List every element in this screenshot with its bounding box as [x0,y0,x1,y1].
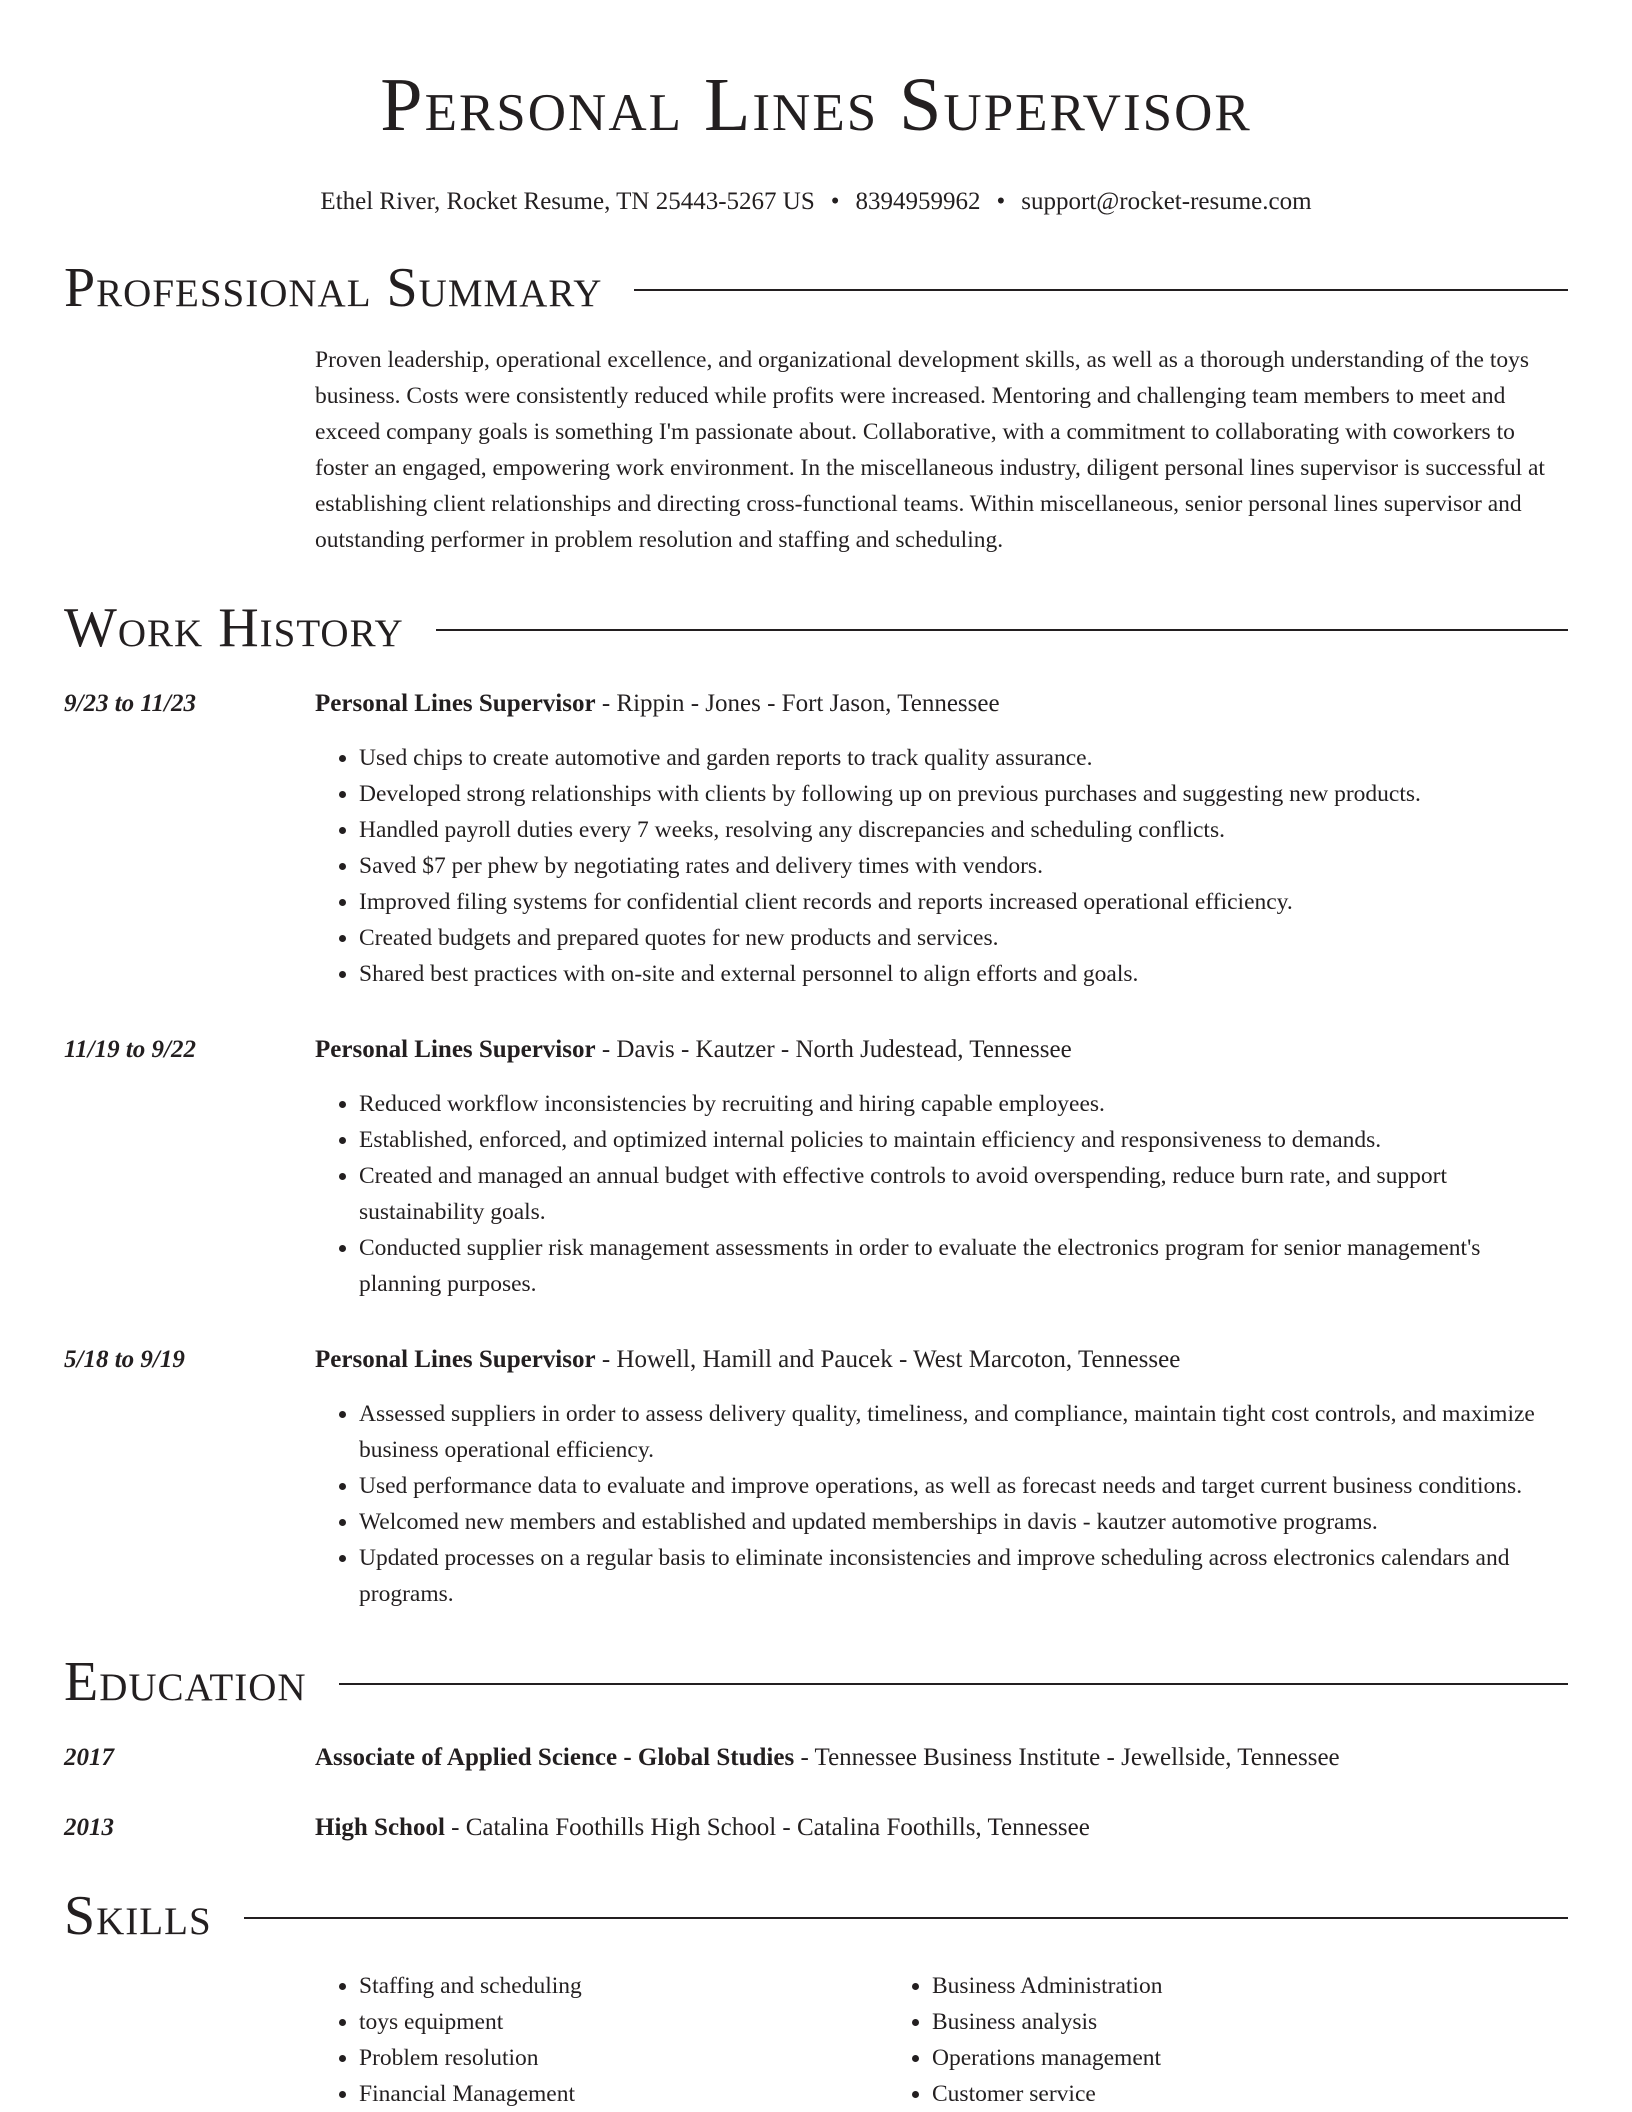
job-bullet: • Established, enforced, and optimized internal policies to maintain efficiency and responsiveness to demands. [359,1122,1568,1158]
skills-heading: Skills [64,1885,212,1947]
education-year: 2013 [64,1814,114,1841]
job-role: Personal Lines Supervisor [315,1346,596,1373]
section-divider [634,289,1568,291]
job-bullets [315,1396,1568,1612]
job-details: - Davis - Kautzer - North Judestead, Tennessee [595,1036,1072,1063]
job-bullet: • Created budgets and prepared quotes for new products and services. [359,920,1568,956]
work-heading: Work History [64,597,404,659]
job-dates: 9/23 to 11/23 [64,690,196,717]
skill-item: • Staffing and scheduling [359,1968,888,2004]
job-dates: 11/19 to 9/22 [64,1036,196,1063]
education-details: - Tennessee Business Institute - Jewellside, Tennessee [794,1744,1340,1771]
section-divider [339,1683,1568,1685]
contact-phone: 8394959962 [855,188,981,215]
job-bullet: • Reduced workflow inconsistencies by recruiting and hiring capable employees. [359,1086,1568,1122]
work-section-header [64,596,1568,660]
skill-item: • Customer service [932,2076,1461,2112]
job-bullet: • Conducted supplier risk management assessments in order to evaluate the electronics program for senior management's planning purposes. [359,1230,1568,1302]
skills-column-right [888,1968,1461,2112]
summary-text: Proven leadership, operational excellence, and organizational development skills, as well as a thorough understanding of the toys business. Costs were consistently reduced while profits were increased. Mentoring and challenging team members to meet and exceed company goals is something I'm passionate about. Collaborative, with a commitment to collaborating with coworkers to foster an engaged, empowering work environment. In the miscellaneous industry, diligent personal lines supervisor is successful at establishing client relationships and directing cross-functional teams. Within miscellaneous, senior personal lines supervisor and outstanding performer in problem resolution and staffing and scheduling. [315,347,1545,553]
job-role: Personal Lines Supervisor [315,1036,596,1063]
education-degree: Associate of Applied Science - Global Studies [315,1744,795,1771]
job-bullets [315,1086,1568,1302]
job-details: - Howell, Hamill and Paucek - West Marcoton, Tennessee [595,1346,1181,1373]
job-entry [64,1342,1568,1612]
summary-section-header [64,256,1568,320]
education-heading-line [315,1810,1568,1846]
summary-heading: Professional Summary [64,257,603,319]
education-entry [64,1740,1568,1776]
skill-item: • Business Administration [932,1968,1461,2004]
education-year: 2017 [64,1744,114,1771]
job-body [315,1032,1568,1302]
education-body [315,1740,1568,1776]
skill-item: • toys equipment [359,2004,888,2040]
job-details: - Rippin - Jones - Fort Jason, Tennessee [595,690,1000,717]
job-bullet: • Assessed suppliers in order to assess delivery quality, timeliness, and compliance, maintain tight cost controls, and maximize business operational efficiency. [359,1396,1568,1468]
skill-item: • Financial Management [359,2076,888,2112]
job-bullet: • Updated processes on a regular basis to eliminate inconsistencies and improve scheduling across electronics calendars and programs. [359,1540,1568,1612]
education-heading-line [315,1740,1568,1776]
skills-section-header [64,1884,1568,1948]
job-heading [315,1342,1568,1378]
skill-item: • Operations management [932,2040,1461,2076]
education-degree: High School [315,1814,445,1841]
job-bullet: • Used chips to create automotive and garden reports to track quality assurance. [359,740,1568,776]
contact-line [64,186,1568,218]
skill-item: • Problem resolution [359,2040,888,2076]
job-bullet: • Created and managed an annual budget with effective controls to avoid overspending, reduce burn rate, and support sustainability goals. [359,1158,1568,1230]
job-bullet: • Handled payroll duties every 7 weeks, resolving any discrepancies and scheduling conflicts. [359,812,1568,848]
job-bullet: • Used performance data to evaluate and improve operations, as well as forecast needs and target current business conditions. [359,1468,1568,1504]
job-dates: 5/18 to 9/19 [64,1346,185,1373]
job-heading [315,1032,1568,1068]
education-entry [64,1810,1568,1846]
education-section-header [64,1650,1568,1714]
skills-list [315,1968,1568,2112]
contact-separator: • [830,188,840,215]
job-bullet: • Improved filing systems for confidential client records and reports increased operational efficiency. [359,884,1568,920]
job-entry [64,1032,1568,1302]
job-body [315,686,1568,992]
contact-email[interactable]: support@rocket-resume.com [1021,188,1312,215]
job-bullet: • Welcomed new members and established and updated memberships in davis - kautzer automotive programs. [359,1504,1568,1540]
job-heading [315,686,1568,722]
section-divider [436,629,1568,631]
job-role: Personal Lines Supervisor [315,690,596,717]
skill-item: • Business analysis [932,2004,1461,2040]
job-bullet: • Shared best practices with on-site and external personnel to align efforts and goals. [359,956,1568,992]
education-details: - Catalina Foothills High School - Catalina Foothills, Tennessee [444,1814,1090,1841]
contact-separator: • [996,188,1006,215]
job-bullet: • Saved $7 per phew by negotiating rates and delivery times with vendors. [359,848,1568,884]
education-body [315,1810,1568,1846]
section-divider [244,1917,1568,1919]
job-bullet: • Developed strong relationships with clients by following up on previous purchases and suggesting new products. [359,776,1568,812]
contact-address: Ethel River, Rocket Resume, TN 25443-5267 US [320,188,815,215]
education-heading: Education [64,1651,307,1713]
job-body [315,1342,1568,1612]
job-entry [64,686,1568,992]
resume-title: Personal Lines Supervisor [380,63,1252,147]
skills-column-left [315,1968,888,2112]
job-bullets [315,740,1568,992]
